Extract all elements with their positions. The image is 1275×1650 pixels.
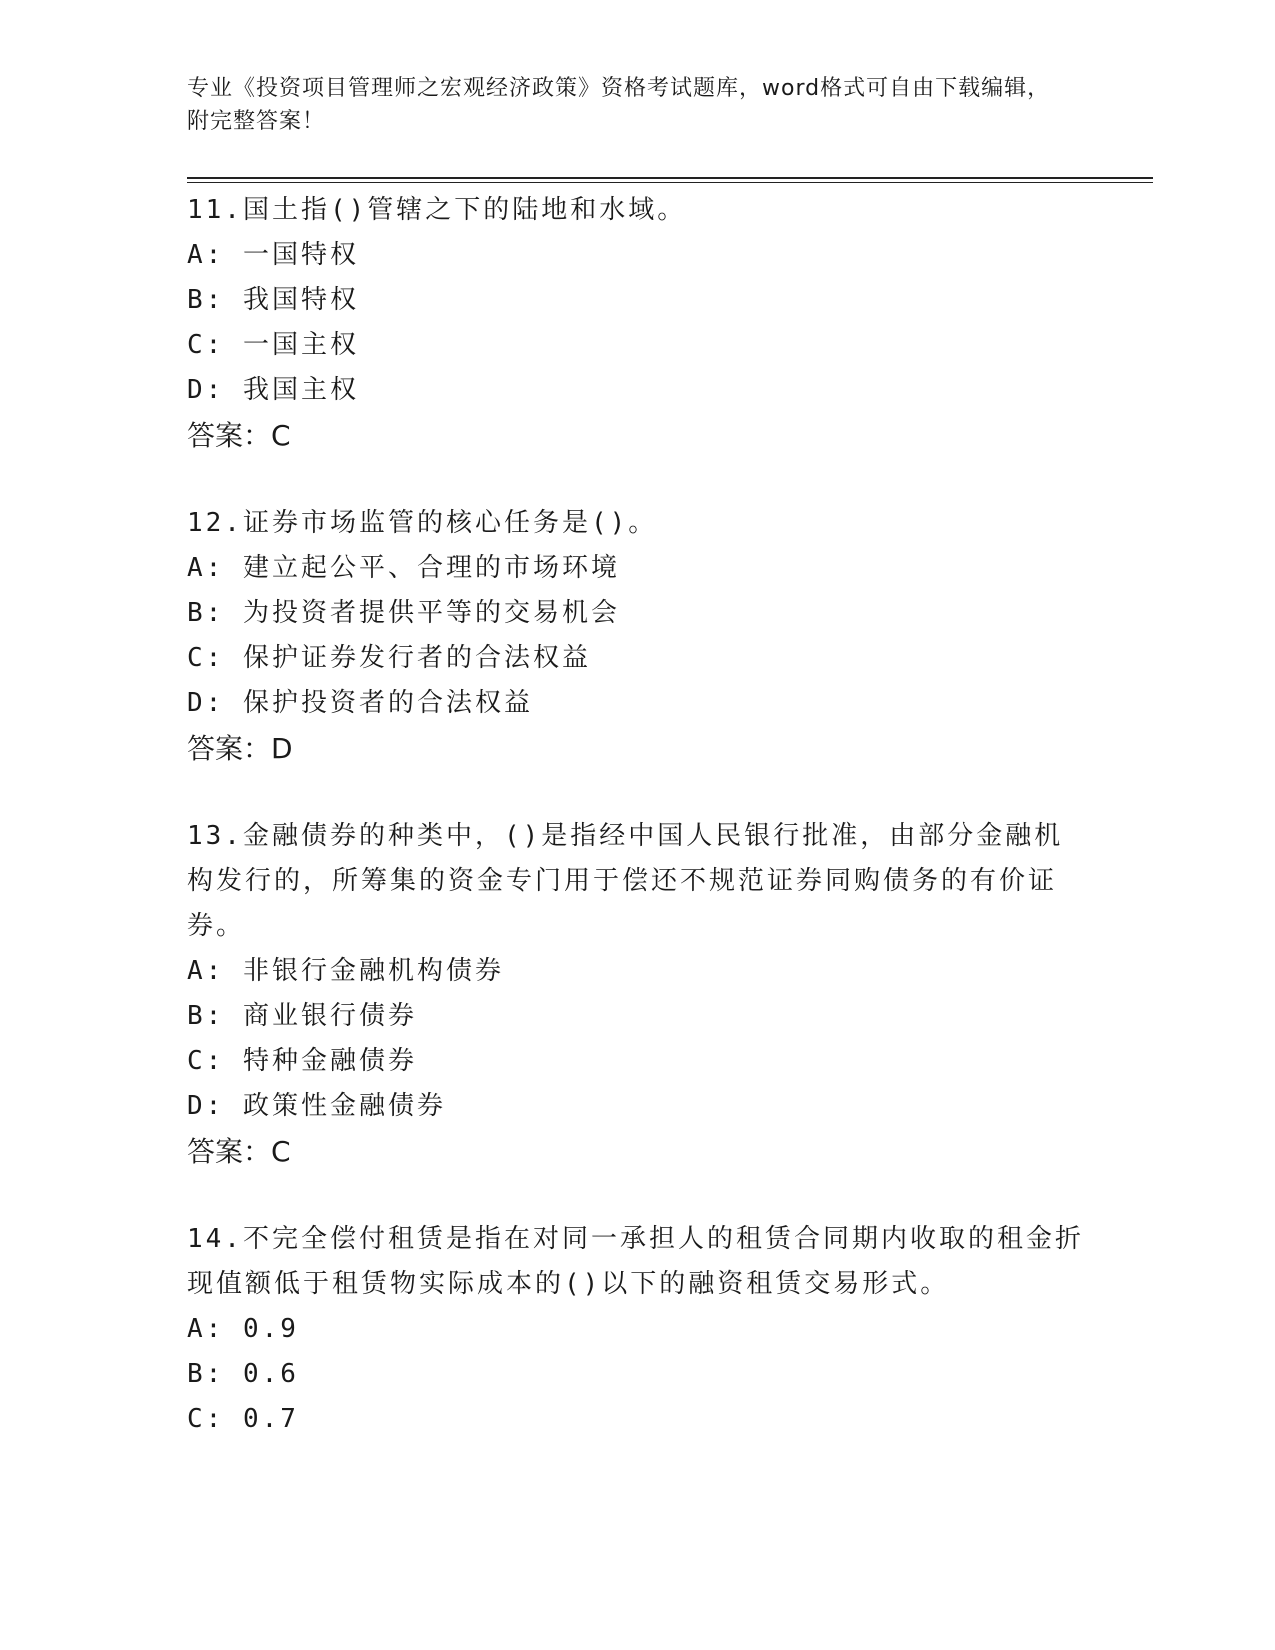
answer: 答案：D bbox=[187, 732, 293, 765]
header-divider-thick bbox=[187, 177, 1153, 179]
option-b: B: 商业银行债券 bbox=[187, 1001, 417, 1031]
question-text: 12.证券市场监管的核心任务是()。 bbox=[187, 508, 658, 538]
question-text: 13.金融债券的种类中，()是指经中国人民银行批准，由部分金融机构发行的，所筹集的资金专门用于偿还不规范证券同购债务的有价证券。 bbox=[187, 821, 1064, 941]
option-d: D: 政策性金融债券 bbox=[187, 1091, 446, 1121]
option-a: A: 非银行金融机构债券 bbox=[187, 956, 504, 986]
question-text: 14.不完全偿付租赁是指在对同一承担人的租赁合同期内收取的租金折现值额低于租赁物实际成本的()以下的融资租赁交易形式。 bbox=[187, 1224, 1084, 1299]
answer: 答案：C bbox=[187, 1135, 291, 1168]
option-b: B: 为投资者提供平等的交易机会 bbox=[187, 598, 620, 628]
option-d: D: 保护投资者的合法权益 bbox=[187, 688, 533, 718]
option-c: C: 保护证券发行者的合法权益 bbox=[187, 643, 591, 673]
option-b: B: 我国特权 bbox=[187, 285, 359, 315]
option-c: C: 特种金融债券 bbox=[187, 1046, 417, 1076]
question-12 bbox=[187, 501, 1087, 771]
answer: 答案：C bbox=[187, 419, 291, 452]
header-divider-thin bbox=[187, 182, 1153, 183]
question-text: 11.国土指()管辖之下的陆地和水域。 bbox=[187, 195, 687, 225]
option-a: A: 0.9 bbox=[187, 1314, 299, 1344]
option-a: A: 建立起公平、合理的市场环境 bbox=[187, 553, 620, 583]
question-14 bbox=[187, 1217, 1087, 1442]
question-13 bbox=[187, 814, 1087, 1174]
document-header: 专业《投资项目管理师之宏观经济政策》资格考试题库，word格式可自由下载编辑，附完整答案！ bbox=[187, 76, 1051, 134]
option-b: B: 0.6 bbox=[187, 1359, 299, 1389]
question-list bbox=[187, 188, 1087, 1485]
option-c: C: 一国主权 bbox=[187, 330, 359, 360]
question-11 bbox=[187, 188, 1087, 458]
option-a: A: 一国特权 bbox=[187, 240, 359, 270]
option-d: D: 我国主权 bbox=[187, 375, 359, 405]
option-c: C: 0.7 bbox=[187, 1404, 299, 1434]
